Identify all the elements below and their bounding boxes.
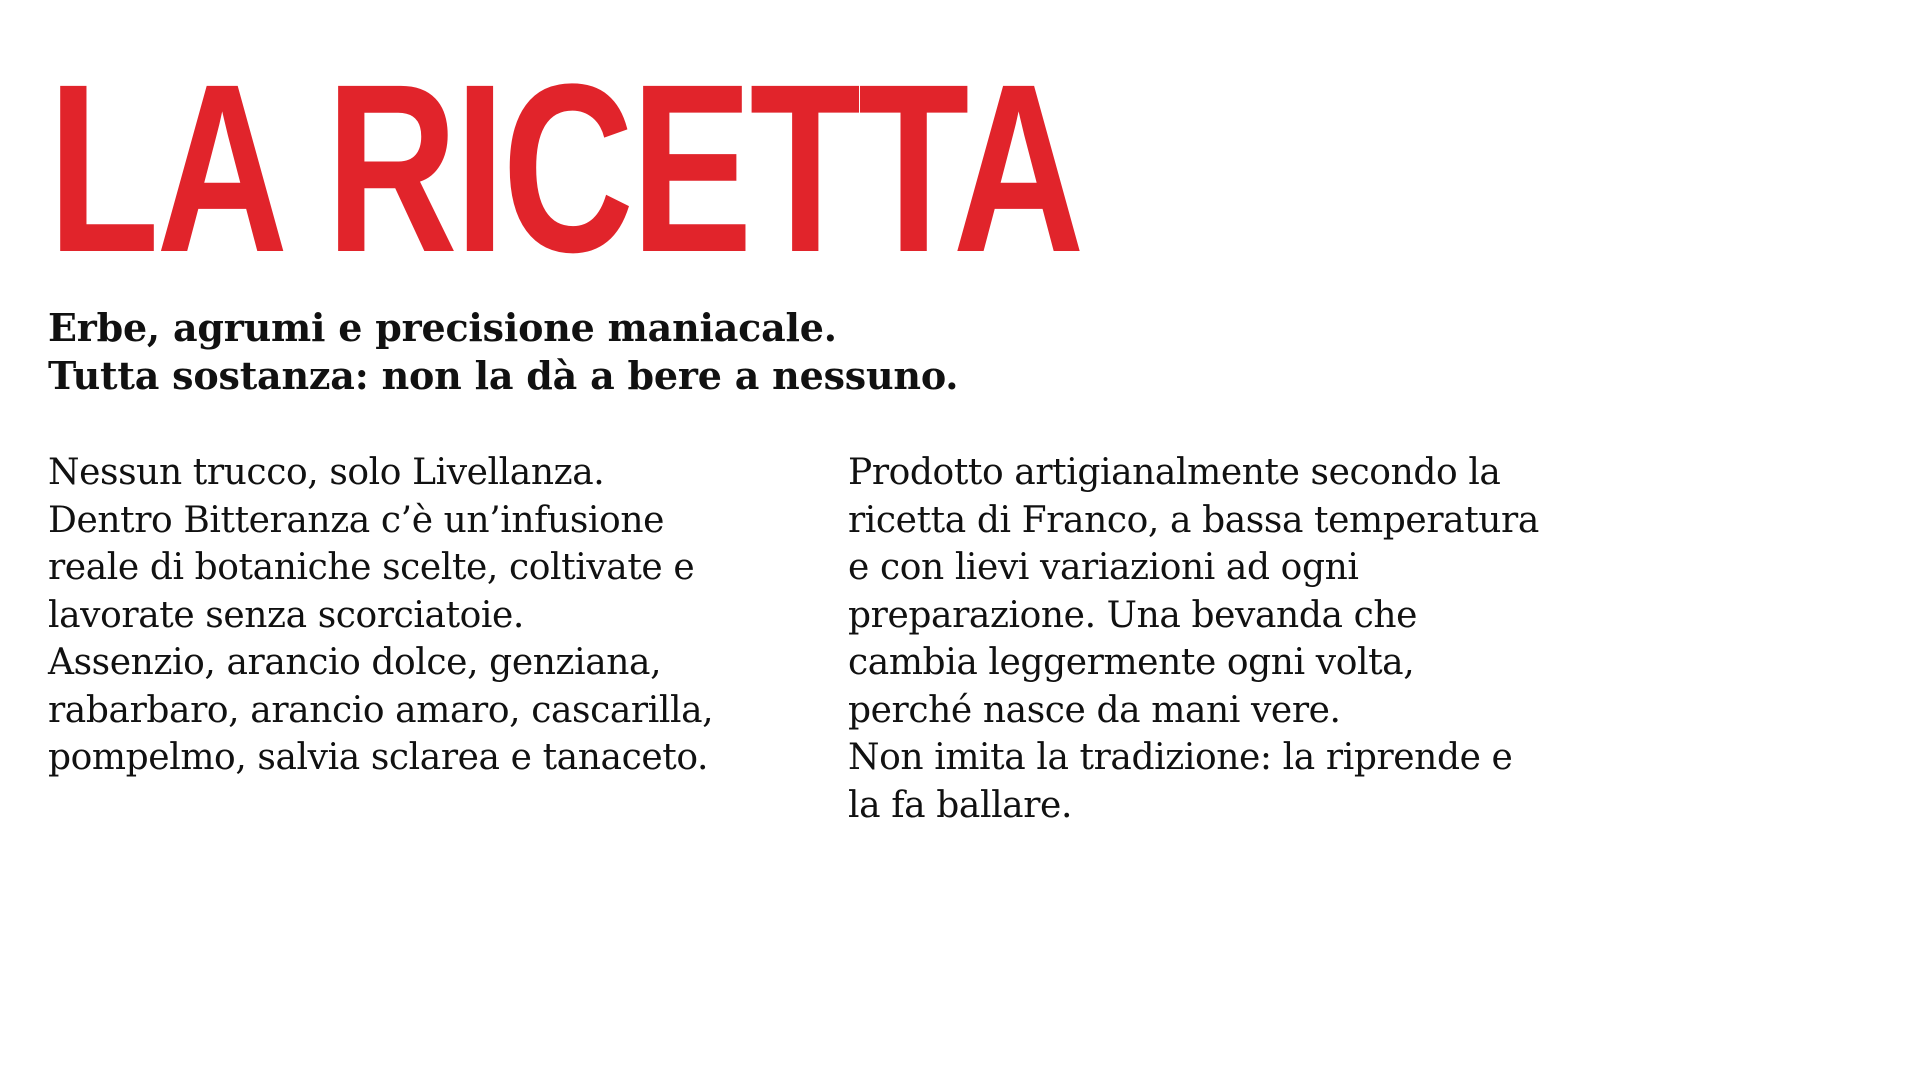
body-line: cambia leggermente ogni volta, (848, 642, 1415, 683)
body-line: perché nasce da mani vere. (848, 689, 1341, 731)
body-line: ricetta di Franco, a bassa temperatura (848, 499, 1539, 541)
subtitle-line: Erbe, agrumi e precisione maniacale. (48, 305, 837, 350)
body-line: e con lievi variazioni ad ogni (848, 547, 1359, 588)
body-line: lavorate senza scorciatoie. (48, 594, 524, 636)
body-line: Nessun trucco, solo Livellanza. (48, 452, 605, 493)
body-line: Assenzio, arancio dolce, genziana, (48, 642, 662, 683)
body-column-right (848, 449, 1539, 829)
body-line: pompelmo, salvia sclarea e tanaceto. (48, 737, 709, 778)
subtitle (48, 304, 958, 400)
body-line: reale di botaniche scelte, coltivate e (48, 547, 695, 588)
body-line: rabarbaro, arancio amaro, cascarilla, (48, 689, 714, 731)
subtitle-line: Tutta sostanza: non la dà a bere a nessuno. (48, 353, 959, 398)
body-line: preparazione. Una bevanda che (848, 594, 1418, 636)
body-line: la fa ballare. (848, 784, 1073, 826)
page-title: LA RICETTA (48, 34, 1082, 302)
body-line: Prodotto artigianalmente secondo la (848, 452, 1501, 493)
body-column-left (48, 449, 713, 782)
body-line: Non imita la tradizione: la riprende e (848, 737, 1513, 778)
body-line: Dentro Bitteranza c’è un’infusione (48, 499, 665, 541)
